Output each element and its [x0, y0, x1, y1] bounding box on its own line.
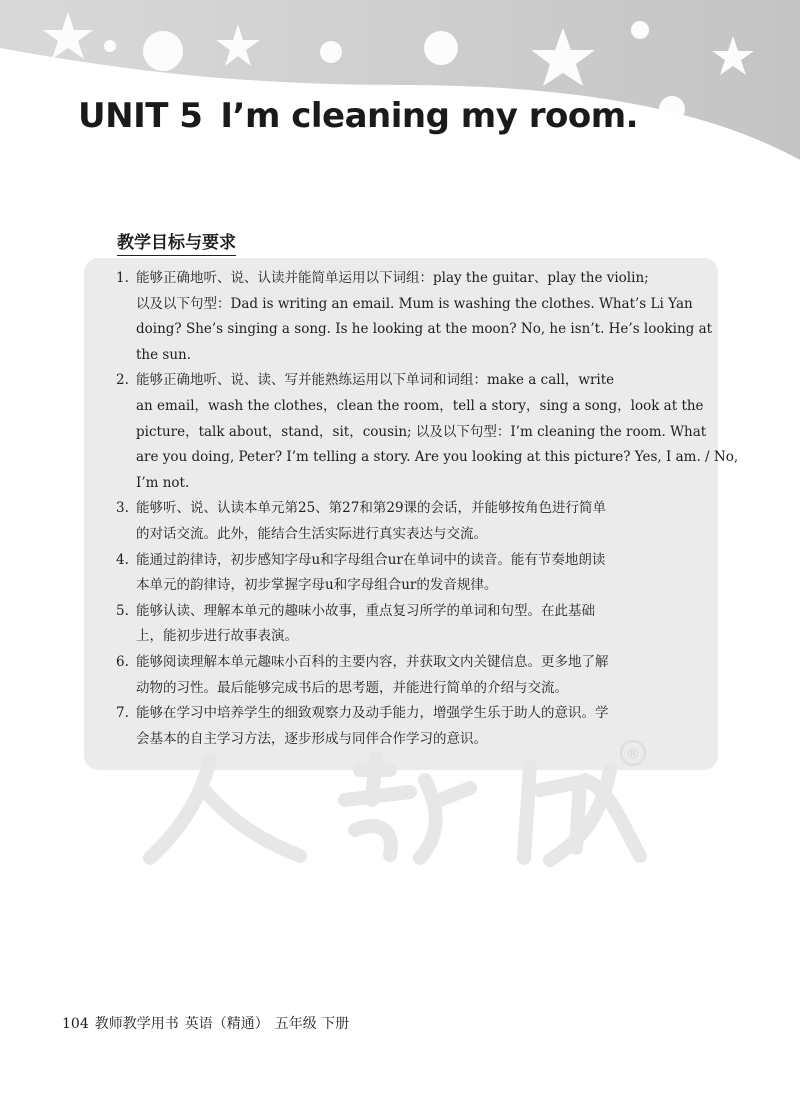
objective-item: [116, 650, 688, 701]
objective-text-line: 能够认读、理解本单元的趣味小故事，重点复习所学的单词和句型。在此基础: [136, 602, 595, 619]
objective-text-line: 上，能初步进行故事表演。: [136, 628, 298, 645]
objective-text-line: doing? She’s singing a song. Is he looking at the moon? No, he isn’t. He’s looking at: [136, 321, 713, 338]
objective-item: [116, 701, 688, 752]
objective-text-line: 能够阅读理解本单元趣味小百科的主要内容，并获取文内关键信息。更多地了解: [136, 653, 609, 670]
objective-number: 5.: [116, 602, 129, 619]
objective-text-line: 能够在学习中培养学生的细致观察力及动手能力，增强学生乐于助人的意识。学: [136, 705, 609, 722]
objective-text-line: an email，wash the clothes，clean the room，tell a story，sing a song，look at the: [136, 397, 704, 414]
objective-text-line: 会基本的自主学习方法，逐步形成与同伴合作学习的意识。: [136, 730, 487, 747]
page-number: 104: [62, 1016, 89, 1032]
section-heading: 教学目标与要求: [117, 228, 236, 256]
objective-text-line: 以及以下句型：Dad is writing an email. Mum is washing the clothes. What’s Li Yan: [136, 295, 693, 312]
unit-title: [78, 96, 638, 136]
objective-number: 2.: [116, 372, 129, 389]
objectives-panel: [84, 258, 739, 770]
objective-number: 7.: [116, 705, 129, 722]
book-title: 教师教学用书: [94, 1016, 179, 1032]
unit-label: UNIT 5: [78, 96, 203, 136]
objective-item: [116, 599, 688, 650]
objective-text-line: the sun.: [136, 346, 192, 363]
objective-text-line: 能通过韵律诗，初步感知字母u和字母组合ur在单词中的读音。能有节奏地朗读: [136, 551, 606, 568]
objective-number: 1.: [116, 270, 129, 286]
objective-number: 3.: [116, 500, 129, 517]
objective-list: [116, 266, 739, 752]
objective-text-line: 本单元的韵律诗，初步掌握字母u和字母组合ur的发音规律。: [136, 577, 498, 594]
objective-number: 4.: [116, 551, 129, 568]
objective-item: [116, 368, 739, 496]
objective-text-line: 能够正确地听、说、读、写并能熟练运用以下单词和词组：make a call，write: [136, 372, 615, 389]
objective-text-line: are you doing, Peter? I’m telling a story. Are you looking at this picture? Yes, I am. / No,: [136, 449, 739, 466]
objective-item: [116, 548, 688, 599]
unit-title-text: I’m cleaning my room.: [220, 96, 639, 136]
registered-mark: ®: [626, 747, 640, 762]
subject-label: 英语（精通）: [184, 1016, 269, 1032]
objective-text-line: 的对话交流。此外，能结合生活实际进行真实表达与交流。: [136, 525, 487, 542]
objective-text-line: 动物的习性。最后能够完成书后的思考题，并能进行简单的介绍与交流。: [136, 679, 568, 696]
objective-text-line: 能够正确地听、说、认读并能简单运用以下词组：play the guitar、play the violin;: [136, 270, 649, 286]
objective-item: [116, 496, 688, 547]
grade-label: 五年级 下册: [274, 1016, 350, 1032]
objective-number: 6.: [116, 653, 129, 670]
objective-text-line: 能够听、说、认读本单元第25、第27和第29课的会话，并能够按角色进行简单: [136, 500, 607, 517]
objective-text-line: I’m not.: [136, 474, 190, 491]
objective-item: [116, 266, 713, 368]
page-footer: [62, 1013, 355, 1033]
objective-text-line: picture，talk about，stand，sit，cousin; 以及以下句型：I’m cleaning the room. What: [136, 423, 707, 440]
